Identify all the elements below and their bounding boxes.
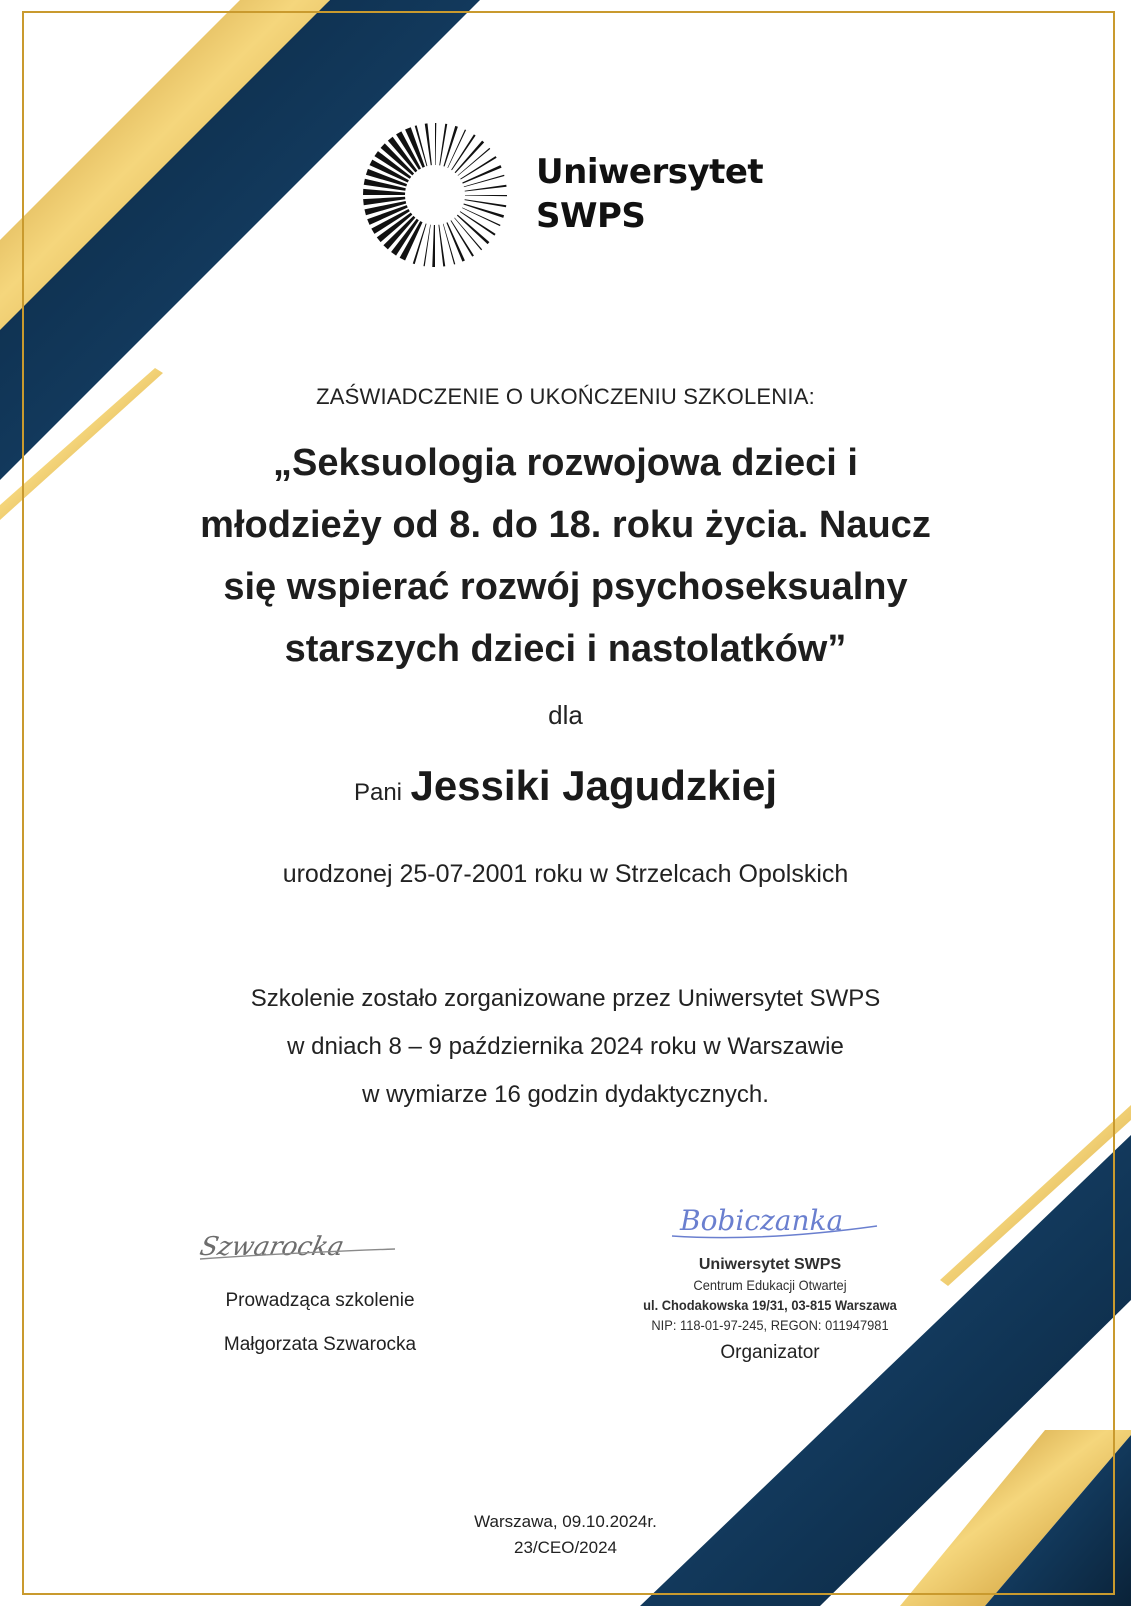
course-title-line: się wspierać rozwój psychoseksualny xyxy=(223,566,908,608)
training-info-line: w wymiarze 16 godzin dydaktycznych. xyxy=(362,1081,769,1108)
sunburst-ray xyxy=(465,185,507,192)
recipient xyxy=(0,762,1131,810)
swps-sunburst-icon xyxy=(360,120,510,270)
place-date: Warszawa, 09.10.2024r. xyxy=(474,1512,657,1531)
certificate-number: 23/CEO/2024 xyxy=(513,1538,617,1557)
for-word: dla xyxy=(548,700,583,730)
course-title xyxy=(0,432,1131,680)
logo-wordmark xyxy=(536,150,763,238)
sunburst-ray xyxy=(432,225,435,267)
training-info-line: w dniach 8 – 9 października 2024 roku w Warszawie xyxy=(287,1033,844,1060)
certificate-heading: ZAŚWIADCZENIE O UKOŃCZENIU SZKOLENIA: xyxy=(316,384,815,409)
course-title-line: młodzieży od 8. do 18. roku życia. Naucz xyxy=(200,504,931,546)
stamp-line: ul. Chodakowska 19/31, 03-815 Warszawa xyxy=(643,1297,897,1313)
recipient-name: Jessiki Jagudzkiej xyxy=(410,762,778,809)
birth-info: urodzonej 25-07-2001 roku w Strzelcach Opolskich xyxy=(282,860,849,888)
university-logo xyxy=(360,120,780,270)
stamp-line: Centrum Edukacji Otwartej xyxy=(693,1277,847,1293)
sunburst-ray xyxy=(443,224,455,265)
sunburst-ray xyxy=(465,195,507,196)
training-info xyxy=(0,975,1131,1119)
organizer-stamp xyxy=(620,1255,920,1335)
stamp-line: Uniwersytet SWPS xyxy=(698,1256,842,1273)
instructor-signature xyxy=(195,1225,445,1265)
sunburst-ray xyxy=(435,123,436,165)
instructor-name: Małgorzata Szwarocka xyxy=(223,1334,417,1355)
sunburst-ray xyxy=(464,175,505,187)
organizer-role: Organizator xyxy=(720,1342,820,1363)
course-title-line: „Seksuologia rozwojowa dzieci i xyxy=(273,442,858,484)
sunburst-ray xyxy=(363,189,405,195)
logo-line-1: Uniwersytet xyxy=(536,152,764,192)
organizer-signature-text: Bobiczanka xyxy=(680,1204,844,1237)
sunburst-ray xyxy=(413,224,427,265)
sunburst-ray xyxy=(364,179,406,191)
recipient-honorific: Pani xyxy=(353,779,403,806)
instructor-signature-text: Szwarocka xyxy=(197,1232,347,1262)
logo-line-2: SWPS xyxy=(536,196,646,236)
sunburst-ray xyxy=(423,225,430,267)
training-info-line: Szkolenie zostało zorganizowane przez Uniwersytet SWPS xyxy=(250,985,881,1012)
sunburst-ray xyxy=(425,123,432,165)
stamp-line: NIP: 118-01-97-245, REGON: 011947981 xyxy=(651,1317,889,1333)
organizer-signature xyxy=(662,1196,882,1244)
course-title-line: starszych dzieci i nastolatków” xyxy=(284,628,847,670)
sunburst-ray xyxy=(438,225,445,267)
instructor-role: Prowadząca szkolenie xyxy=(225,1290,415,1311)
